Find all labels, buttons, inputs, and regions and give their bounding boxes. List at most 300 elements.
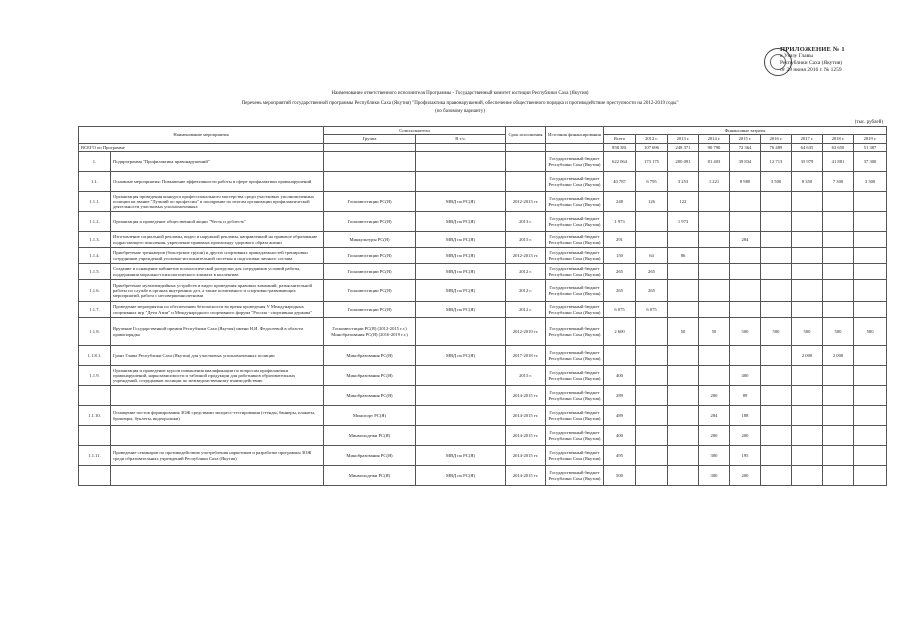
row-number: 1.1.7. bbox=[79, 302, 111, 318]
row-value: 500 bbox=[854, 318, 887, 346]
row-co-executor: МВД по РС(Я) bbox=[416, 212, 506, 232]
row-executor: Минкультуры РС(Я) bbox=[324, 232, 416, 248]
row-value: 200 091 bbox=[668, 152, 699, 172]
row-value: 12 713 bbox=[761, 152, 792, 172]
total-value: 107 696 bbox=[636, 143, 668, 151]
row-source: Государственный бюджет Республики Саха (Якутия) bbox=[546, 426, 604, 446]
table-row bbox=[79, 192, 887, 212]
row-value bbox=[668, 466, 699, 486]
row-source: Государственный бюджет Республики Саха (Якутия) bbox=[546, 280, 604, 302]
row-executor bbox=[324, 152, 416, 172]
row-value: 265 bbox=[636, 280, 668, 302]
row-value: 248 bbox=[604, 192, 636, 212]
header-variant: (по базовому варианту) bbox=[435, 109, 485, 114]
row-executor: Минобразования РС(Я) bbox=[324, 346, 416, 366]
row-value bbox=[730, 280, 761, 302]
row-value bbox=[792, 366, 823, 386]
row-source: Государственный бюджет Республики Саха (Якутия) bbox=[546, 232, 604, 248]
row-term bbox=[506, 152, 546, 172]
row-value: 284 bbox=[730, 232, 761, 248]
row-value bbox=[823, 192, 854, 212]
row-name: Приобретение мультимедийных устройств и видео проведения правовых кампаний, разъяснительной работы по службе в органах внутренних дел, а также позитивного и спортивно-развивающих мероприятий, работа с несовершеннолетними bbox=[111, 280, 324, 302]
row-executor: Госкомюстиции РС(Я) bbox=[324, 264, 416, 280]
row-value: 89 bbox=[730, 386, 761, 406]
row-value bbox=[761, 386, 792, 406]
row-value bbox=[636, 232, 668, 248]
header-executor: Наименование ответственного исполнителя Программы - Государственный комитет юстиции Республики Саха (Якутия) bbox=[331, 91, 589, 96]
row-name: Грант Главы Республики Саха (Якутия) для участковых уполномоченных полиции bbox=[111, 346, 324, 366]
row-value: 50 bbox=[668, 318, 699, 346]
col-header-source: Источник финансирования bbox=[546, 127, 604, 144]
row-source: Государственный бюджет Республики Саха (Якутия) bbox=[546, 264, 604, 280]
table-row bbox=[79, 366, 887, 386]
row-number: 1.1.11. bbox=[79, 446, 111, 466]
row-value: 2 000 bbox=[823, 346, 854, 366]
row-value bbox=[636, 466, 668, 486]
row-value bbox=[854, 406, 887, 426]
row-value bbox=[668, 302, 699, 318]
row-co-executor bbox=[416, 172, 506, 192]
row-value bbox=[636, 366, 668, 386]
row-value bbox=[699, 366, 730, 386]
row-number: 1.1.5. bbox=[79, 264, 111, 280]
row-term: 2014-2015 гг. bbox=[506, 446, 546, 466]
row-value bbox=[792, 248, 823, 264]
table-row bbox=[79, 446, 887, 466]
row-value: 37 300 bbox=[854, 152, 887, 172]
row-term: 2012-2019 гг. bbox=[506, 318, 546, 346]
row-source: Государственный бюджет Республики Саха (Якутия) bbox=[546, 446, 604, 466]
row-value bbox=[730, 346, 761, 366]
total-value: 90 790 bbox=[699, 143, 730, 151]
row-value: 500 bbox=[604, 466, 636, 486]
row-value bbox=[730, 248, 761, 264]
total-label: ВСЕГО по Программе bbox=[79, 143, 324, 151]
row-value bbox=[761, 466, 792, 486]
row-name: Организация и проведение общественной акции "Честь и доблесть" bbox=[111, 212, 324, 232]
row-number bbox=[79, 426, 111, 446]
row-value bbox=[761, 406, 792, 426]
row-value: 195 bbox=[730, 446, 761, 466]
row-co-executor bbox=[416, 366, 506, 386]
row-value bbox=[792, 280, 823, 302]
row-name: Приобретение тренажеров (боксерские груши) и других спортивных принадлежностей тренировки сотрудников учреждений уголовно-исполнительной системы и подготовки личного состава bbox=[111, 248, 324, 264]
row-term: 2012-2013 гг. bbox=[506, 192, 546, 212]
row-value bbox=[636, 212, 668, 232]
table-row bbox=[79, 386, 887, 406]
row-co-executor: МВД по РС(Я) bbox=[416, 264, 506, 280]
unit-label: (тыс. рублей) bbox=[854, 120, 883, 125]
row-number bbox=[79, 466, 111, 486]
row-name: Основные мероприятия: Повышение эффективности работы в сфере профилактики правонарушений bbox=[111, 172, 324, 192]
row-value: 265 bbox=[636, 264, 668, 280]
row-value bbox=[854, 446, 887, 466]
row-value: 35 979 bbox=[792, 152, 823, 172]
row-number: 1. bbox=[79, 152, 111, 172]
cell-empty bbox=[546, 143, 604, 151]
row-value bbox=[854, 232, 887, 248]
row-term: 2015 г. bbox=[506, 366, 546, 386]
row-value: 400 bbox=[604, 426, 636, 446]
row-name: Организация и проведение курсов повышения квалификации по вопросам профилактики правонарушений, наркозависимости и табачной продукции для работников образовательных учреждений, сотрудников полиции по межведомственному взаимодействию bbox=[111, 366, 324, 386]
table-row bbox=[79, 302, 887, 318]
row-term: 2013 г. bbox=[506, 212, 546, 232]
row-value: 300 bbox=[699, 446, 730, 466]
row-value bbox=[761, 212, 792, 232]
row-value: 500 bbox=[792, 318, 823, 346]
row-value bbox=[761, 426, 792, 446]
row-value bbox=[823, 302, 854, 318]
row-value bbox=[823, 406, 854, 426]
row-value bbox=[730, 212, 761, 232]
col-header-funding: Финансовые затраты bbox=[604, 127, 887, 135]
col-header-name: Наименование мероприятия bbox=[79, 127, 324, 144]
row-co-executor bbox=[416, 152, 506, 172]
row-value bbox=[761, 302, 792, 318]
col-header-year: 2012 г. bbox=[636, 135, 668, 143]
table-row bbox=[79, 346, 887, 366]
row-source: Государственный бюджет Республики Саха (Якутия) bbox=[546, 318, 604, 346]
row-number: 1.1.2. bbox=[79, 212, 111, 232]
row-co-executor bbox=[416, 386, 506, 406]
row-source: Государственный бюджет Республики Саха (Якутия) bbox=[546, 386, 604, 406]
row-value: 1 221 bbox=[699, 172, 730, 192]
cell-empty bbox=[506, 143, 546, 151]
row-co-executor: МВД по РС(Я) bbox=[416, 346, 506, 366]
row-source: Государственный бюджет Республики Саха (Якутия) bbox=[546, 152, 604, 172]
total-value: 72 364 bbox=[730, 143, 761, 151]
table-row-total bbox=[79, 143, 887, 151]
row-number: 1.1.1. bbox=[79, 192, 111, 212]
row-value bbox=[854, 302, 887, 318]
row-value bbox=[699, 232, 730, 248]
row-co-executor bbox=[416, 426, 506, 446]
row-executor: Минмолодежи РС(Я) bbox=[324, 466, 416, 486]
row-value: 126 bbox=[636, 192, 668, 212]
row-value bbox=[761, 280, 792, 302]
row-term: 2017-2018 гг. bbox=[506, 346, 546, 366]
row-value: 3 300 bbox=[854, 172, 887, 192]
row-value: 200 bbox=[730, 466, 761, 486]
row-value bbox=[854, 466, 887, 486]
row-co-executor: МВД по РС(Я) bbox=[416, 302, 506, 318]
row-number: 1.1.9. bbox=[79, 366, 111, 386]
row-value: 200 bbox=[730, 426, 761, 446]
col-header-exec-main: Группа bbox=[324, 135, 416, 143]
row-value bbox=[730, 264, 761, 280]
total-value: 248 371 bbox=[668, 143, 699, 151]
row-value bbox=[792, 426, 823, 446]
row-number: 1.1.6. bbox=[79, 280, 111, 302]
row-executor: Госкомюстиции РС(Я) bbox=[324, 302, 416, 318]
table-row bbox=[79, 466, 887, 486]
appendix-line-2: Республики Саха (Якутия) bbox=[780, 60, 843, 66]
row-value bbox=[699, 302, 730, 318]
row-value bbox=[792, 446, 823, 466]
row-value bbox=[668, 446, 699, 466]
cell-empty bbox=[416, 143, 506, 151]
row-value bbox=[668, 406, 699, 426]
row-executor: Минобразования РС(Я) bbox=[324, 366, 416, 386]
col-header-year: 2017 г. bbox=[792, 135, 823, 143]
row-source: Государственный бюджет Республики Саха (Якутия) bbox=[546, 406, 604, 426]
row-value bbox=[823, 446, 854, 466]
row-name: Подпрограмма "Профилактика правонарушений" bbox=[111, 152, 324, 172]
row-value bbox=[761, 232, 792, 248]
row-value: 50 bbox=[699, 318, 730, 346]
row-value bbox=[792, 192, 823, 212]
row-number: 1.1.8. bbox=[79, 318, 111, 346]
total-value: 76 489 bbox=[761, 143, 792, 151]
row-executor: Госкомюстиции РС(Я) bbox=[324, 212, 416, 232]
row-value bbox=[854, 280, 887, 302]
row-value bbox=[854, 426, 887, 446]
table-row bbox=[79, 248, 887, 264]
row-value: 39 834 bbox=[730, 152, 761, 172]
row-value: 173 175 bbox=[636, 152, 668, 172]
row-value: 265 bbox=[604, 280, 636, 302]
table-row bbox=[79, 406, 887, 426]
row-value: 2 000 bbox=[792, 346, 823, 366]
row-value bbox=[823, 248, 854, 264]
appendix-line-1: к Указу Главы bbox=[780, 53, 813, 59]
row-term: 2012 г. bbox=[506, 264, 546, 280]
row-value bbox=[699, 212, 730, 232]
row-co-executor: МВД по РС(Я) bbox=[416, 192, 506, 212]
row-value: 7 300 bbox=[823, 172, 854, 192]
total-value: 858 381 bbox=[604, 143, 636, 151]
row-value: 40 787 bbox=[604, 172, 636, 192]
row-value bbox=[699, 264, 730, 280]
header-program-title: Перечень мероприятий государственной программы Республики Саха (Якутия) "Профилактика правонарушений, обеспечение общественного порядка и противодействие преступности на 2012-2019 годы" bbox=[241, 101, 679, 106]
row-value: 500 bbox=[823, 318, 854, 346]
row-value: 6 795 bbox=[636, 172, 668, 192]
row-value: 122 bbox=[668, 192, 699, 212]
row-value bbox=[730, 192, 761, 212]
row-value bbox=[668, 264, 699, 280]
row-value bbox=[668, 346, 699, 366]
total-value: 64 635 bbox=[792, 143, 823, 151]
row-value: 489 bbox=[604, 406, 636, 426]
row-value bbox=[854, 192, 887, 212]
row-value bbox=[823, 466, 854, 486]
row-source: Государственный бюджет Республики Саха (Якутия) bbox=[546, 248, 604, 264]
row-value bbox=[854, 346, 887, 366]
row-value bbox=[761, 446, 792, 466]
row-value bbox=[699, 346, 730, 366]
row-term: 2015 г. bbox=[506, 232, 546, 248]
row-name bbox=[111, 426, 324, 446]
row-name: Организация проведения конкурса профессионального мастерства среди участковых уполномоченных полиции на звание "Лучший по профессии" и поощрение по итогам организации профилактической деятельности участковых уполномоченных bbox=[111, 192, 324, 212]
row-value bbox=[604, 346, 636, 366]
appendix-block bbox=[780, 46, 845, 74]
row-executor: Госкомюстиции РС(Я) bbox=[324, 248, 416, 264]
table-row bbox=[79, 426, 887, 446]
row-value: 41 881 bbox=[823, 152, 854, 172]
col-header-year: 2016 г. bbox=[761, 135, 792, 143]
row-value bbox=[823, 212, 854, 232]
row-name: Оснащение постов формирования ЗОЖ средствами экспресс-тестирования (стенды, баннеры, плакаты, брошюры, буклеты, видеоролики) bbox=[111, 406, 324, 426]
row-value: 8 350 bbox=[792, 172, 823, 192]
row-co-executor: МВД по РС(Я) bbox=[416, 466, 506, 486]
row-value bbox=[636, 386, 668, 406]
row-executor bbox=[324, 172, 416, 192]
row-co-executor: МВД по РС(Я) bbox=[416, 232, 506, 248]
row-value: 3 253 bbox=[668, 172, 699, 192]
row-value: 81 403 bbox=[699, 152, 730, 172]
row-term: 2012-2013 гг. bbox=[506, 248, 546, 264]
row-value bbox=[823, 264, 854, 280]
col-header-executors: Соисполнители bbox=[324, 127, 506, 135]
row-executor: Минспорт РС(Я) bbox=[324, 406, 416, 426]
row-value: 265 bbox=[604, 264, 636, 280]
row-value bbox=[761, 346, 792, 366]
row-co-executor bbox=[416, 406, 506, 426]
row-name: Проведение семинаров по противодействию употребления наркотиков и разработке программы ЗОЖ среди образовательных учреждений Республики Саха (Якутия) bbox=[111, 446, 324, 466]
row-value bbox=[699, 192, 730, 212]
row-source: Государственный бюджет Республики Саха (Якутия) bbox=[546, 172, 604, 192]
row-value: 64 bbox=[636, 248, 668, 264]
row-value bbox=[823, 280, 854, 302]
row-value bbox=[823, 232, 854, 248]
row-value: 8 980 bbox=[730, 172, 761, 192]
total-value: 51 387 bbox=[854, 143, 887, 151]
col-header-term: Срок исполнения bbox=[506, 127, 546, 144]
col-header-exec-sub: В т.ч. bbox=[416, 135, 506, 143]
row-value: 500 bbox=[730, 318, 761, 346]
appendix-title: ПРИЛОЖЕНИЕ № 1 bbox=[780, 46, 845, 53]
col-header-year: 2019 г. bbox=[854, 135, 887, 143]
row-value: 6 075 bbox=[636, 302, 668, 318]
col-header-year: 2015 г. bbox=[730, 135, 761, 143]
row-value bbox=[823, 426, 854, 446]
row-value bbox=[792, 212, 823, 232]
row-value bbox=[636, 406, 668, 426]
row-source: Государственный бюджет Республики Саха (Якутия) bbox=[546, 346, 604, 366]
row-value bbox=[761, 192, 792, 212]
appendix-line-3: от 29 июня 2016 г. № 1259 bbox=[780, 67, 842, 73]
row-source: Государственный бюджет Республики Саха (Якутия) bbox=[546, 192, 604, 212]
total-value: 63 650 bbox=[823, 143, 854, 151]
row-name: Изготовление социальной рекламы, видео и наружной рекламы, направленной на правовое образование подрастающего поколения, укрепление правовых пропаганду здорового образа жизни bbox=[111, 232, 324, 248]
row-value: 200 bbox=[699, 426, 730, 446]
table-row bbox=[79, 318, 887, 346]
row-value bbox=[668, 386, 699, 406]
row-value bbox=[854, 212, 887, 232]
row-term bbox=[506, 172, 546, 192]
row-executor: Минобразования РС(Я) bbox=[324, 446, 416, 466]
table-row bbox=[79, 172, 887, 192]
row-term: 2012 г. bbox=[506, 280, 546, 302]
row-value bbox=[636, 318, 668, 346]
row-value: 86 bbox=[668, 248, 699, 264]
row-value: 3 500 bbox=[761, 172, 792, 192]
table-row bbox=[79, 232, 887, 248]
row-value: 1 973 bbox=[604, 212, 636, 232]
cell-empty bbox=[324, 143, 416, 151]
row-value bbox=[668, 366, 699, 386]
row-value bbox=[761, 264, 792, 280]
row-value bbox=[792, 264, 823, 280]
row-value: 300 bbox=[699, 466, 730, 486]
row-value bbox=[823, 386, 854, 406]
col-header-year: 2018 г. bbox=[823, 135, 854, 143]
row-value bbox=[854, 248, 887, 264]
row-source: Государственный бюджет Республики Саха (Якутия) bbox=[546, 466, 604, 486]
row-value bbox=[636, 426, 668, 446]
row-number bbox=[79, 386, 111, 406]
row-value bbox=[823, 366, 854, 386]
table-row bbox=[79, 280, 887, 302]
row-value bbox=[668, 232, 699, 248]
row-value bbox=[854, 386, 887, 406]
row-value: 150 bbox=[604, 248, 636, 264]
row-number: 1.1. bbox=[79, 172, 111, 192]
row-source: Государственный бюджет Республики Саха (Якутия) bbox=[546, 366, 604, 386]
row-co-executor: МВД по РС(Я) bbox=[416, 280, 506, 302]
row-value: 6 075 bbox=[604, 302, 636, 318]
row-term: 2014-2015 гг. bbox=[506, 386, 546, 406]
row-value: 1 973 bbox=[668, 212, 699, 232]
row-number: 1.1.3. bbox=[79, 232, 111, 248]
program-table bbox=[78, 126, 887, 486]
row-term: 2012 г. bbox=[506, 302, 546, 318]
row-executor: Минмолодежи РС(Я) bbox=[324, 426, 416, 446]
row-executor: Госкомюстиции РС(Я) bbox=[324, 192, 416, 212]
row-name: Проведение мероприятия по обеспечению безопасности во время проведения V Международных спортивных игр "Дети Азии" и Международного спортивного форума "Россия - спортивная держава" bbox=[111, 302, 324, 318]
row-co-executor bbox=[416, 318, 506, 346]
row-source: Государственный бюджет Республики Саха (Якутия) bbox=[546, 302, 604, 318]
row-source: Государственный бюджет Республики Саха (Якутия) bbox=[546, 212, 604, 232]
col-header-year: 2014 г. bbox=[699, 135, 730, 143]
row-value: 2 600 bbox=[604, 318, 636, 346]
row-value: 200 bbox=[699, 386, 730, 406]
row-value bbox=[854, 366, 887, 386]
row-value: 188 bbox=[730, 406, 761, 426]
row-co-executor: МВД по РС(Я) bbox=[416, 446, 506, 466]
row-value bbox=[730, 302, 761, 318]
table-row bbox=[79, 264, 887, 280]
row-value: 500 bbox=[761, 318, 792, 346]
row-term: 2014-2015 гг. bbox=[506, 466, 546, 486]
row-executor: Минобразования РС(Я) bbox=[324, 386, 416, 406]
row-executor: Госкомюстиции РС(Я) bbox=[324, 280, 416, 302]
row-number: 1.1.4. bbox=[79, 248, 111, 264]
row-value: 495 bbox=[604, 446, 636, 466]
table-row bbox=[79, 212, 887, 232]
row-name: Создание и оснащение кабинетов психологической разгрузки для сотрудников условий работы, поддержания морально-психологического климата в коллективе bbox=[111, 264, 324, 280]
row-value bbox=[699, 248, 730, 264]
row-value: 400 bbox=[730, 366, 761, 386]
row-value bbox=[761, 248, 792, 264]
row-name bbox=[111, 386, 324, 406]
row-term: 2014-2015 гг. bbox=[506, 406, 546, 426]
col-header-year: Всего bbox=[604, 135, 636, 143]
row-value: 400 bbox=[604, 366, 636, 386]
row-value bbox=[792, 406, 823, 426]
row-value bbox=[792, 386, 823, 406]
row-value bbox=[668, 426, 699, 446]
row-executor: Госкомюстиции РС(Я) (2012-2015 г.г.) Минобразования РС(Я) (2016-2019 г.г.) bbox=[324, 318, 416, 346]
row-number: 1.1.8.1. bbox=[79, 346, 111, 366]
row-value bbox=[636, 446, 668, 466]
row-name bbox=[111, 466, 324, 486]
row-value bbox=[792, 302, 823, 318]
row-value bbox=[636, 346, 668, 366]
row-value: 622 064 bbox=[604, 152, 636, 172]
row-value: 291 bbox=[604, 232, 636, 248]
table-row bbox=[79, 152, 887, 172]
